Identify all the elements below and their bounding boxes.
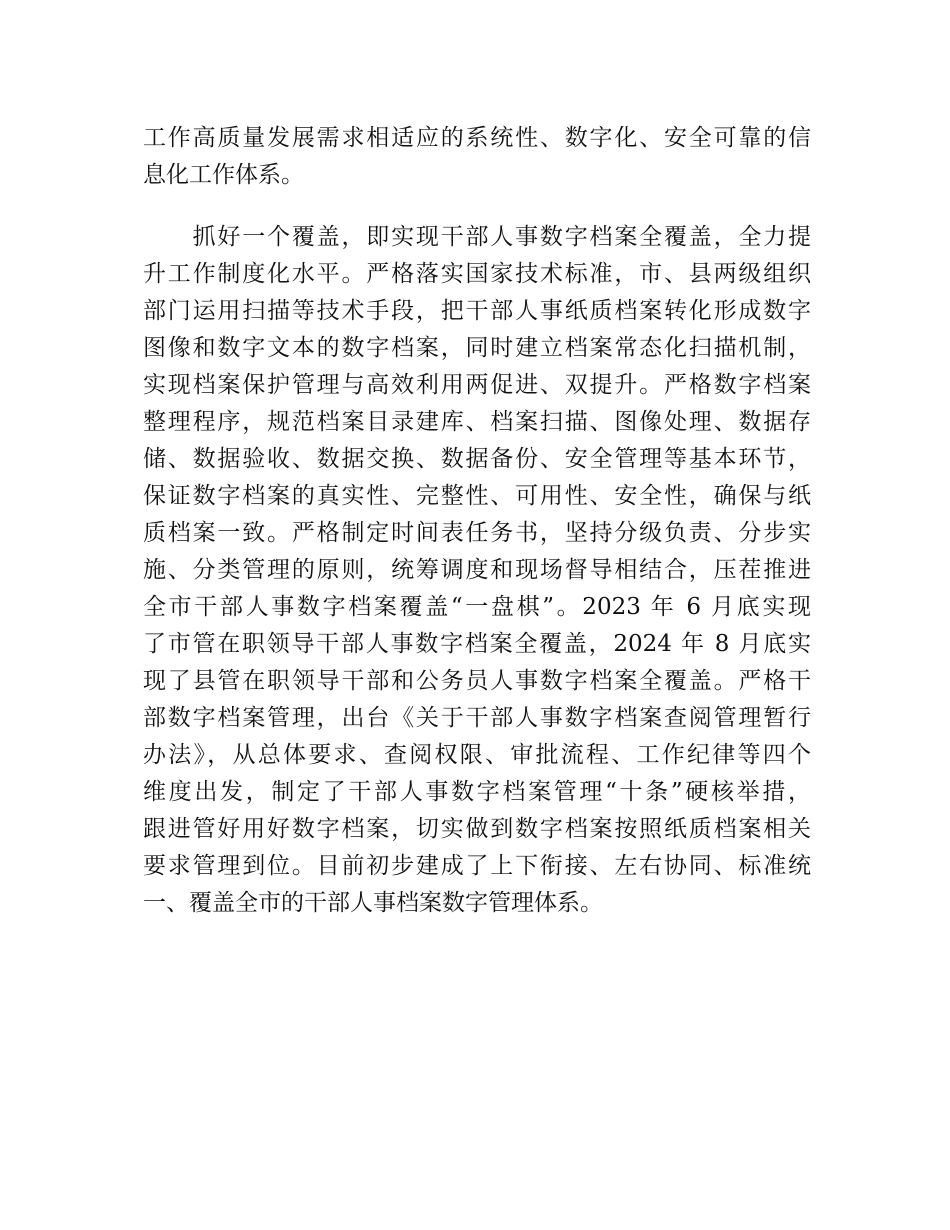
text-line: 跟进管好用好数字档案，切实做到数字档案按照纸质档案相关	[143, 816, 811, 842]
text-line: 工作高质量发展需求相适应的系统性、数字化、安全可靠的信	[143, 125, 811, 151]
text-line: 施、分类管理的原则，统筹调度和现场督导相结合，压茬推进	[143, 557, 811, 583]
paragraph-2	[143, 219, 811, 922]
text-line: 整理程序，规范档案目录建库、档案扫描、图像处理、数据存	[143, 409, 811, 435]
text-line: 储、数据验收、数据交换、数据备份、安全管理等基本环节，	[143, 446, 811, 472]
text-line: 抓好一个覆盖，即实现干部人事数字档案全覆盖，全力提	[143, 224, 811, 250]
text-line: 息化工作体系。	[143, 162, 304, 188]
text-line: 部数字档案管理，出台《关于干部人事数字档案查阅管理暂行	[143, 705, 811, 731]
text-line: 维度出发，制定了干部人事数字档案管理“十条”硬核举措，	[143, 779, 811, 805]
paragraph-1	[143, 120, 811, 194]
text-line: 质档案一致。严格制定时间表任务书，坚持分级负责、分步实	[143, 520, 811, 546]
text-line: 全市干部人事数字档案覆盖“一盘棋”。2023 年 6 月底实现	[143, 594, 811, 620]
text-line: 实现档案保护管理与高效利用两促进、双提升。严格数字档案	[143, 372, 811, 398]
text-line: 现了县管在职领导干部和公务员人事数字档案全覆盖。严格干	[143, 668, 811, 694]
text-line: 升工作制度化水平。严格落实国家技术标准，市、县两级组织	[143, 261, 811, 287]
text-line: 要求管理到位。目前初步建成了上下衔接、左右协同、标准统	[143, 853, 811, 879]
text-line: 保证数字档案的真实性、完整性、可用性、安全性，确保与纸	[143, 483, 811, 509]
text-line: 图像和数字文本的数字档案，同时建立档案常态化扫描机制，	[143, 335, 811, 361]
text-line: 一、覆盖全市的干部人事档案数字管理体系。	[143, 890, 603, 916]
text-line: 办法》，从总体要求、查阅权限、审批流程、工作纪律等四个	[143, 742, 811, 768]
text-line: 部门运用扫描等技术手段，把干部人事纸质档案转化形成数字	[143, 298, 811, 324]
text-line: 了市管在职领导干部人事数字档案全覆盖，2024 年 8 月底实	[143, 631, 811, 657]
